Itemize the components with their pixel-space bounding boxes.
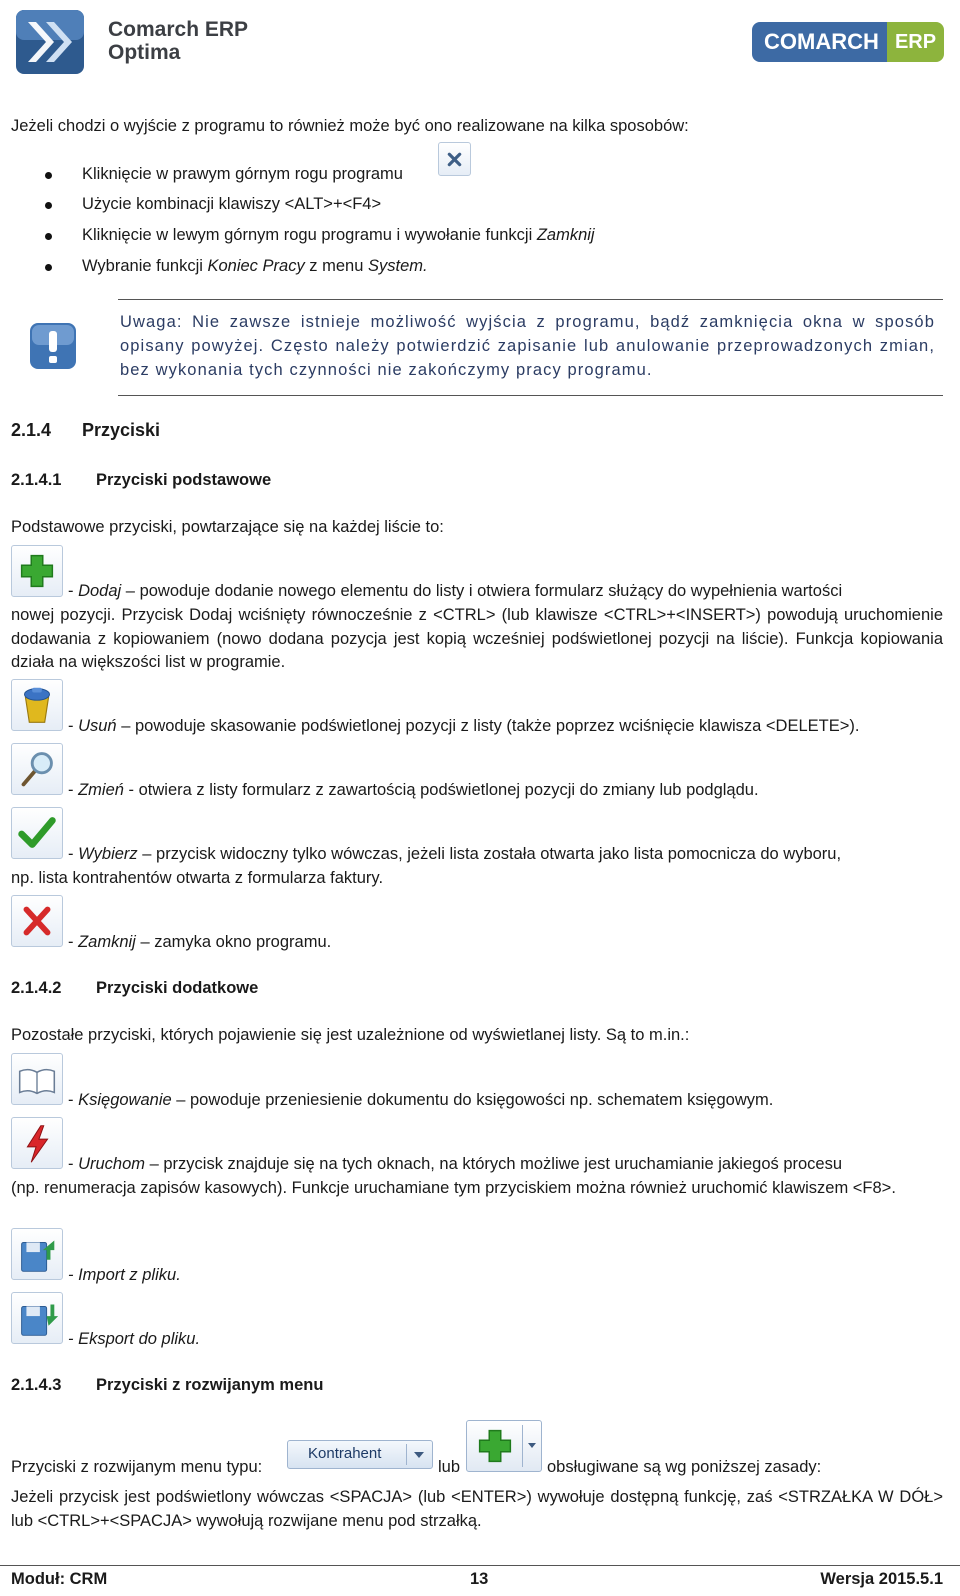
export-button-icon (11, 1292, 63, 1344)
section-2-1-4-title: Przyciski (82, 420, 161, 440)
add-name: Dodaj (78, 582, 122, 600)
delete-button-icon (11, 679, 63, 731)
add-desc-rest: nowej pozycji. Przycisk Dodaj wciśnięty równocześnie z <CTRL> (lub klawisze <CTRL>+<INSERT>) powodują uruchomienie dodawania z kopiowaniem (nowo dodana pozycja jest kopią wcześniej podświetlonej pozycji na liście). Funkcja kopiowania działa na większości list w programie. (11, 606, 943, 671)
run-line1 (68, 1153, 842, 1177)
select-name: Wybierz (78, 845, 138, 863)
add-dash: - (68, 582, 79, 600)
section-2-1-4-2-number: 2.1.4.2 (11, 979, 62, 997)
bullet-dot (45, 172, 52, 179)
close-window-button-icon (11, 895, 63, 947)
run-desc-rest: (np. renumeracja zapisów kasowych). Funkcje uruchamiane tym przyciskiem można również uruchomić klawiszem <F8>. (11, 1179, 896, 1197)
contractor-dropdown-label: Kontrahent (308, 1445, 382, 1462)
export-text: - Eksport do pliku. (68, 1330, 201, 1348)
close-window-desc: – zamyka okno programu. (135, 933, 332, 951)
add-line1 (68, 580, 842, 604)
edit-desc: - otwiera z listy formularz z zawartością podświetlonej pozycji do zmiany lub podglądu. (123, 781, 759, 799)
exit-item-left-corner (82, 224, 595, 248)
dropdown-rule: obsługiwane są wg poniższej zasady: (547, 1458, 822, 1476)
add-dropdown-button (466, 1420, 542, 1472)
footer-module: Moduł: CRM (11, 1570, 108, 1588)
delete-line (68, 715, 859, 739)
note-divider-top (118, 299, 943, 300)
optima-logo-icon (14, 8, 86, 76)
dropdown-intro: Przyciski z rozwijanym menu typu: (11, 1458, 263, 1476)
extra-intro: Pozostałe przyciski, których pojawienie się jest uzależnione od wyświetlanej listy. Są to m.in.: (11, 1026, 690, 1044)
run-name: Uruchom (78, 1155, 146, 1173)
select-desc-rest: np. lista kontrahentów otwarta z formularza faktury. (11, 869, 384, 887)
exit-intro: Jeżeli chodzi o wyjście z programu to również może być ono realizowane na kilka sposobów: (11, 117, 689, 135)
import-button-icon (11, 1228, 63, 1280)
exit-item-close-corner: Kliknięcie w prawym górnym rogu programu (82, 165, 403, 183)
section-2-1-4-1-title: Przyciski podstawowe (96, 471, 272, 489)
note-divider-bottom (118, 395, 943, 396)
warning-icon (29, 322, 77, 370)
dropdown-or: lub (438, 1458, 461, 1476)
delete-name: Usuń (78, 717, 117, 735)
bullet-dot (45, 233, 52, 240)
exit-item-4-fn: Koniec Pracy (207, 257, 305, 275)
comarch-erp-logo (752, 22, 944, 62)
edit-button-icon (11, 743, 63, 795)
dropdown-divider (406, 1444, 407, 1465)
footer-version: Wersja 2015.5.1 (820, 1570, 943, 1588)
select-button-icon (11, 807, 63, 859)
product-line1: Comarch ERP (108, 18, 249, 41)
product-line2: Optima (108, 41, 181, 64)
exit-item-4-mid: z menu (304, 257, 368, 275)
run-desc: – przycisk znajduje się na tych oknach, na których możliwe jest uruchamianie jakiegoś procesu (145, 1155, 843, 1173)
footer-page-number: 13 (470, 1570, 489, 1588)
run-dash: - (68, 1155, 79, 1173)
exit-item-alt-f4: Użycie kombinacji klawiszy <ALT>+<F4> (82, 195, 382, 213)
exit-item-3-text: Kliknięcie w lewym górnym rogu programu i wywołanie funkcji (82, 226, 537, 244)
section-2-1-4-number: 2.1.4 (11, 420, 52, 440)
dropdown-divider (522, 1425, 523, 1467)
final-text: Jeżeli przycisk jest podświetlony wówczas <SPACJA> (lub <ENTER>) wywołuje dostępną funkcję, zaś <STRZAŁKA W DÓŁ> lub <CTRL>+<SPACJA> wywołują rozwijane menu pod strzałką. (11, 1488, 943, 1530)
select-dash: - (68, 845, 79, 863)
contractor-dropdown-button (287, 1440, 433, 1469)
select-desc: – przycisk widoczny tylko wówczas, jeżeli lista została otwarta jako lista pomocnicza do wyboru, (137, 845, 842, 863)
section-2-1-4-2-title: Przyciski dodatkowe (96, 979, 259, 997)
section-2-1-4-3-number: 2.1.4.3 (11, 1376, 62, 1394)
product-name (108, 18, 248, 64)
note-text: Uwaga: Nie zawsze istnieje możliwość wyjścia z programu, bądź zamknięcia okna w sposób opisany powyżej. Często należy potwierdzić zapisanie lub anulowanie przeprowadzonych zmian, bez wykonania tych czynności nie zakończymy pracy programu. (120, 313, 935, 379)
section-2-1-4-3-title: Przyciski z rozwijanym menu (96, 1376, 324, 1394)
chevron-down-icon (414, 1452, 424, 1458)
run-button-icon (11, 1117, 63, 1169)
add-desc: – powoduje dodanie nowego elementu do listy i otwiera formularz służący do wypełnienia wartości (121, 582, 843, 600)
edit-dash: - (68, 781, 79, 799)
exit-item-4-text: Wybranie funkcji (82, 257, 208, 275)
section-2-1-4-1-number: 2.1.4.1 (11, 471, 62, 489)
plus-icon (469, 1421, 521, 1471)
close-window-dash: - (68, 933, 79, 951)
delete-dash: - (68, 717, 79, 735)
footer-divider (0, 1565, 960, 1566)
header (0, 0, 960, 90)
select-line1 (68, 843, 841, 867)
exit-item-system-menu (82, 255, 428, 279)
exit-item-4-menu: System. (367, 257, 428, 275)
posting-name: Księgowanie (78, 1091, 172, 1109)
bullet-dot (45, 264, 52, 271)
posting-desc: – powoduje przeniesienie dokumentu do księgowości np. schematem księgowym. (171, 1091, 774, 1109)
chevron-down-icon (528, 1443, 536, 1448)
basic-intro: Podstawowe przyciski, powtarzające się na każdej liście to: (11, 518, 444, 536)
close-window-name: Zamknij (78, 933, 136, 951)
posting-line (68, 1089, 773, 1113)
import-text: - Import z pliku. (68, 1266, 181, 1284)
close-window-line (68, 931, 331, 955)
posting-dash: - (68, 1091, 79, 1109)
edit-name: Zmień (78, 781, 124, 799)
close-button-icon (438, 142, 471, 176)
book-button-icon (11, 1053, 63, 1105)
brand-right: ERP (887, 22, 944, 62)
bullet-dot (45, 202, 52, 209)
exit-item-3-fn: Zamknij (536, 226, 595, 244)
brand-left: COMARCH (752, 22, 887, 62)
delete-desc: – powoduje skasowanie podświetlonej pozycji z listy (także poprzez wciśnięcie klawisza <DELETE>). (116, 717, 860, 735)
add-button-icon (11, 545, 63, 597)
edit-line (68, 779, 759, 803)
